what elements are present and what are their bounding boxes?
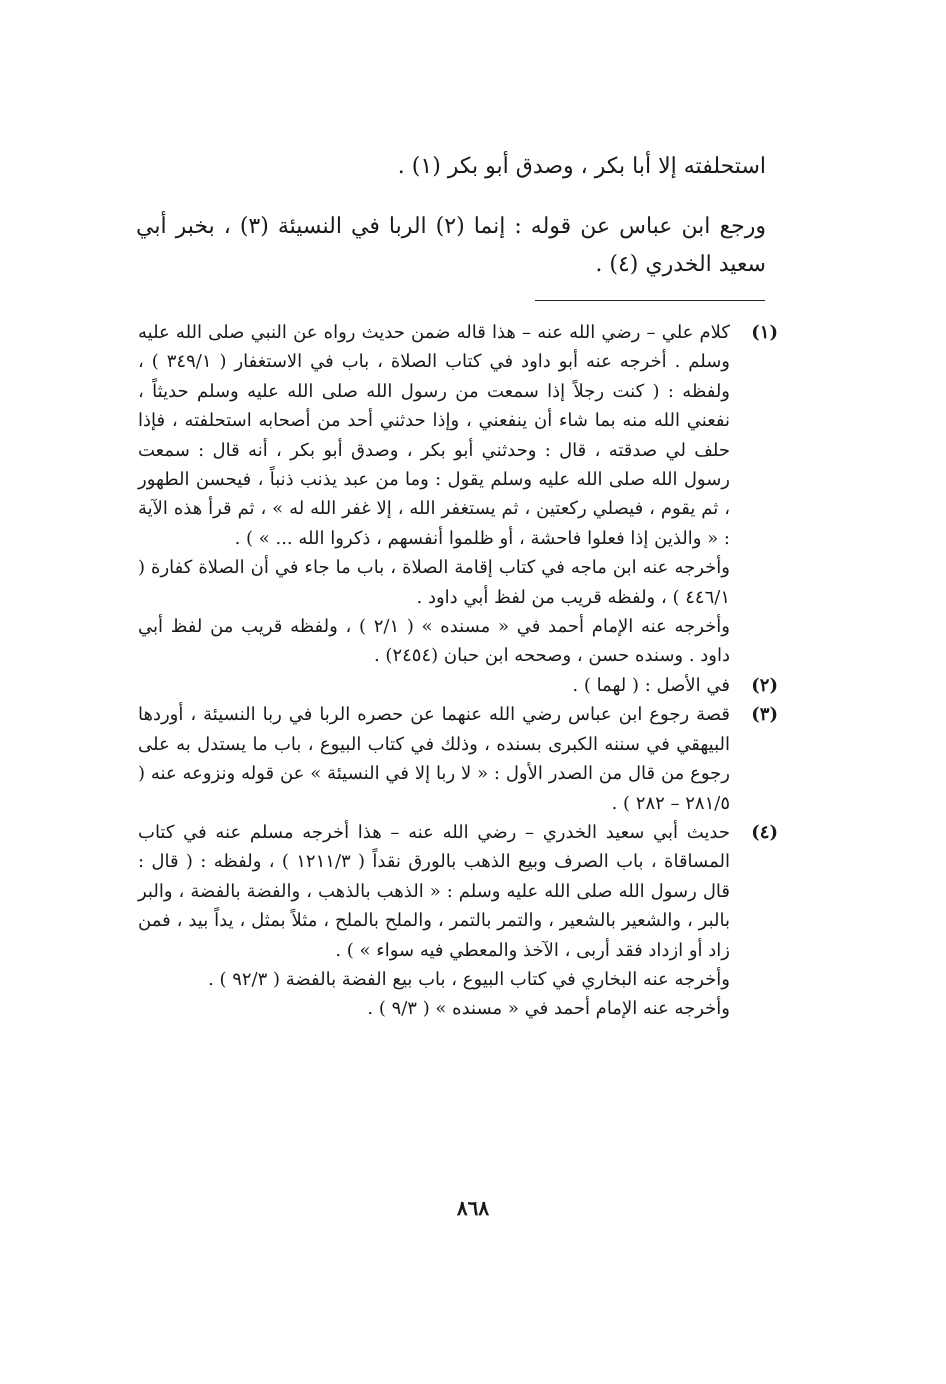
footnote-text: وأخرجه عنه البخاري في كتاب البيوع ، باب بيع الفضة بالفضة ( ٩٢/٣ ) .: [208, 968, 730, 990]
footnote-text: وأخرجه عنه الإمام أحمد في « مسنده » ( ٢/١ ) ، ولفظه قريب من لفظ أبي داود . وسنده حسن ، وصححه ابن حبان (٢٤٥٤) .: [138, 616, 730, 667]
footnote-text: حديث أبي سعيد الخدري – رضي الله عنه – هذا أخرجه مسلم عنه في كتاب المساقاة ، باب الصرف وبيع الذهب بالورق نقداً ( ١٢١١/٣ ) ، ولفظه : ( قال : قال رسول الله صلى الله عليه وسلم : « الذهب بالذهب ، والفضة بالفضة ، والبر بالبر ، والشعير بالشعير ، والتمر بالتمر ، والملح بالملح ، مثلاً بمثل ، يداً بيد ، فمن زاد أو ازداد فقد أربى ، الآخذ والمعطي فيه سواء » ) .: [138, 821, 730, 961]
footnote-text: في الأصل : ( لهما ) .: [572, 674, 730, 696]
footnote-text: وأخرجه عنه ابن ماجه في كتاب إقامة الصلاة ، باب ما جاء في أن الصلاة كفارة ( ٤٤٦/١ ) ، ولفظه قريب من لفظ أبي داود .: [138, 557, 730, 608]
main-paragraph-1: استحلفته إلا أبا بكر ، وصدق أبو بكر (١) .: [397, 154, 766, 179]
main-text: [136, 148, 766, 186]
footnote-number: (١): [751, 322, 778, 343]
page-number: ٨٦٨: [456, 1196, 490, 1220]
footnote-4: [138, 818, 778, 1024]
main-text-2: [136, 208, 766, 284]
footnote-text: قصة رجوع ابن عباس رضي الله عنهما عن حصره الربا في ربا النسيئة ، أوردها البيهقي في سننه الكبرى بسنده ، وذلك في كتاب البيوع ، باب ما يستدل به على رجوع من قال من الصدر الأول : « لا ربا إلا في النسيئة » عن قوله ونزوعه عنه ( ٢٨١/٥ – ٢٨٢ ) .: [138, 704, 730, 814]
footnote-text: كلام علي – رضي الله عنه – هذا قاله ضمن حديث رواه عن النبي صلى الله عليه وسلم . أخرجه عنه أبو داود في كتاب الصلاة ، باب في الاستغفار ( ٣٤٩/١ ) ، ولفظه : ( كنت رجلاً إذا سمعت من رسول الله صلى الله عليه وسلم حديثاً ، نفعني الله منه بما شاء أن ينفعني ، وإذا حدثني أحد من أصحابه استحلفته ، فإذا حلف لي صدقته ، قال : وحدثني أبو بكر ، وصدق أبو بكر ، أنه قال : سمعت رسول الله صلى الله عليه وسلم يقول : وما من عبد يذنب ذنباً ، فيحسن الطهور ، ثم يقوم ، فيصلي ركعتين ، ثم يستغفر الله ، إلا غفر الله له » ، ثم قرأ هذه الآية : « والذين إذا فعلوا فاحشة ، أو ظلموا أنفسهم ، ذكروا الله ... » ) .: [138, 322, 731, 549]
main-paragraph-2: ورجع ابن عباس عن قوله : إنما (٢) الربا في النسيئة (٣) ، بخبر أبي سعيد الخدري (٤) .: [136, 214, 766, 277]
footnote-number: (٤): [751, 821, 778, 843]
footnote-text: وأخرجه عنه الإمام أحمد في « مسنده » ( ٩/٣ ) .: [367, 998, 730, 1020]
footnote-separator: [535, 300, 765, 301]
footnote-number: (٣): [751, 704, 778, 726]
footnote-3: [138, 700, 778, 818]
footnote-number: (٢): [751, 674, 778, 696]
footnote-2: [138, 671, 778, 700]
footnote-1: [138, 318, 778, 671]
footnotes: [138, 318, 778, 1024]
